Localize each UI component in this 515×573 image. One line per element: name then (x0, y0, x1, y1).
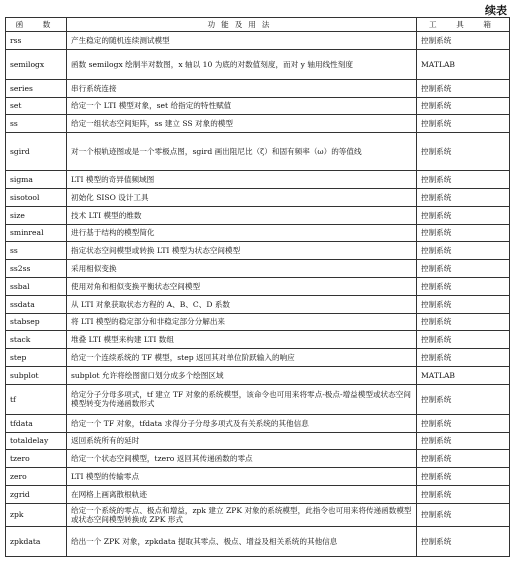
cell-desc: 给定一组状态空间矩阵，ss 建立 SS 对象的模型 (67, 115, 417, 133)
cell-tool: 控制系统 (417, 242, 510, 260)
cell-tool: 控制系统 (417, 32, 510, 50)
cell-desc: 给定一个 LTI 模型对象，set 给指定的特性赋值 (67, 97, 417, 115)
cell-desc: 堆叠 LTI 模型来构建 LTI 数组 (67, 331, 417, 349)
table-row (6, 331, 510, 349)
cell-name: tzero (6, 450, 67, 468)
header-toolbox: 工 具 箱 (417, 18, 510, 32)
cell-name: sgird (6, 133, 67, 171)
cell-desc: LTI 模型的传输零点 (67, 468, 417, 486)
cell-tool: 控制系统 (417, 295, 510, 313)
table-row (6, 32, 510, 50)
table-row (6, 313, 510, 331)
cell-name: tfdata (6, 414, 67, 432)
cell-name: zpkdata (6, 526, 67, 556)
cell-desc: 串行系统连接 (67, 79, 417, 97)
cell-desc: 给出一个 ZPK 对象，zpkdata 提取其零点、极点、增益及相关系统的其他信息 (67, 526, 417, 556)
cell-tool: 控制系统 (417, 503, 510, 526)
cell-name: zpk (6, 503, 67, 526)
cell-tool: 控制系统 (417, 171, 510, 189)
cell-tool: 控制系统 (417, 468, 510, 486)
cell-desc: 给定一个状态空间模型，tzero 返回其传递函数的零点 (67, 450, 417, 468)
table-row (6, 188, 510, 206)
table-row (6, 79, 510, 97)
table-row (6, 468, 510, 486)
cell-desc: 指定状态空间模型或转换 LTI 模型为状态空间模型 (67, 242, 417, 260)
table-row (6, 384, 510, 414)
cell-name: sisotool (6, 188, 67, 206)
table-row (6, 260, 510, 278)
cell-name: semilogx (6, 49, 67, 79)
cell-tool: 控制系统 (417, 349, 510, 367)
cell-tool: 控制系统 (417, 206, 510, 224)
table-row (6, 133, 510, 171)
cell-name: series (6, 79, 67, 97)
cell-desc: 技术 LTI 模型的维数 (67, 206, 417, 224)
table-row (6, 97, 510, 115)
cell-name: zero (6, 468, 67, 486)
table-body (6, 32, 510, 557)
table-row (6, 206, 510, 224)
table-row (6, 224, 510, 242)
cell-name: stabsep (6, 313, 67, 331)
cell-name: rss (6, 32, 67, 50)
cell-tool: 控制系统 (417, 260, 510, 278)
cell-desc: 给定一个系统的零点、极点和增益，zpk 建立 ZPK 对象的系统模型，此指令也可用来将传递函数模型或状态空间模型转换成 ZPK 形式 (67, 503, 417, 526)
cell-name: ss (6, 242, 67, 260)
cell-name: sminreal (6, 224, 67, 242)
table-row (6, 349, 510, 367)
cell-tool: MATLAB (417, 49, 510, 79)
cell-tool: 控制系统 (417, 79, 510, 97)
table-row (6, 366, 510, 384)
cell-tool: 控制系统 (417, 331, 510, 349)
cell-tool: 控制系统 (417, 277, 510, 295)
table-row (6, 115, 510, 133)
table-row (6, 49, 510, 79)
cell-tool: 控制系统 (417, 432, 510, 450)
cell-name: sigma (6, 171, 67, 189)
cell-tool: 控制系统 (417, 384, 510, 414)
cell-tool: 控制系统 (417, 188, 510, 206)
cell-name: ssbal (6, 277, 67, 295)
cell-tool: 控制系统 (417, 414, 510, 432)
cell-desc: 从 LTI 对象获取状态方程的 A、B、C、D 系数 (67, 295, 417, 313)
cell-name: step (6, 349, 67, 367)
cell-desc: 采用相似变换 (67, 260, 417, 278)
cell-name: totaldelay (6, 432, 67, 450)
cell-name: ssdata (6, 295, 67, 313)
cell-desc: 对一个根轨迹图或是一个零极点图，sgird 画出阻尼比（ζ）和固有频率（ω）的等值线 (67, 133, 417, 171)
cell-tool: 控制系统 (417, 115, 510, 133)
cell-tool: MATLAB (417, 366, 510, 384)
cell-desc: 给定一个 TF 对象，tfdata 求得分子分母多项式及有关系统的其他信息 (67, 414, 417, 432)
table-row (6, 171, 510, 189)
table-row (6, 242, 510, 260)
table-row (6, 277, 510, 295)
header-usage: 功能及用法 (67, 18, 417, 32)
table-row (6, 503, 510, 526)
cell-desc: 初始化 SISO 设计工具 (67, 188, 417, 206)
function-table (5, 17, 510, 557)
table-row (6, 485, 510, 503)
cell-desc: LTI 模型的奇异值频域图 (67, 171, 417, 189)
cell-name: ss (6, 115, 67, 133)
cell-desc: 函数 semilogx 绘制半对数图，x 轴以 10 为底的对数值刻度，而对 y 轴用线性刻度 (67, 49, 417, 79)
cell-tool: 控制系统 (417, 485, 510, 503)
cell-desc: 给定一个连续系统的 TF 模型，step 返回其对单位阶跃输入的响应 (67, 349, 417, 367)
cell-name: tf (6, 384, 67, 414)
table-row (6, 450, 510, 468)
cell-tool: 控制系统 (417, 224, 510, 242)
cell-desc: subplot 允许将绘图窗口划分成多个绘图区域 (67, 366, 417, 384)
cell-tool: 控制系统 (417, 133, 510, 171)
cell-desc: 产生稳定的随机连续测试模型 (67, 32, 417, 50)
cell-desc: 返回系统所有的延时 (67, 432, 417, 450)
cell-tool: 控制系统 (417, 450, 510, 468)
cell-name: set (6, 97, 67, 115)
cell-desc: 进行基于结构的模型简化 (67, 224, 417, 242)
header-function: 函 数 (6, 18, 67, 32)
cell-name: zgrid (6, 485, 67, 503)
table-row (6, 526, 510, 556)
cell-tool: 控制系统 (417, 313, 510, 331)
cell-tool: 控制系统 (417, 97, 510, 115)
table-row (6, 414, 510, 432)
cell-name: stack (6, 331, 67, 349)
cell-name: ss2ss (6, 260, 67, 278)
cell-desc: 使用对角和相似变换平衡状态空间模型 (67, 277, 417, 295)
cell-desc: 将 LTI 模型的稳定部分和非稳定部分分解出来 (67, 313, 417, 331)
cell-tool: 控制系统 (417, 526, 510, 556)
table-continued-caption: 续表 (485, 4, 507, 17)
cell-name: subplot (6, 366, 67, 384)
table-header-row (6, 18, 510, 32)
cell-desc: 在网格上画离散根轨迹 (67, 485, 417, 503)
table-row (6, 432, 510, 450)
cell-name: size (6, 206, 67, 224)
table-row (6, 295, 510, 313)
cell-desc: 给定分子分母多项式，tf 建立 TF 对象的系统模型，该命令也可用来将零点-极点-增益模型或状态空间模型转变为传递函数形式 (67, 384, 417, 414)
